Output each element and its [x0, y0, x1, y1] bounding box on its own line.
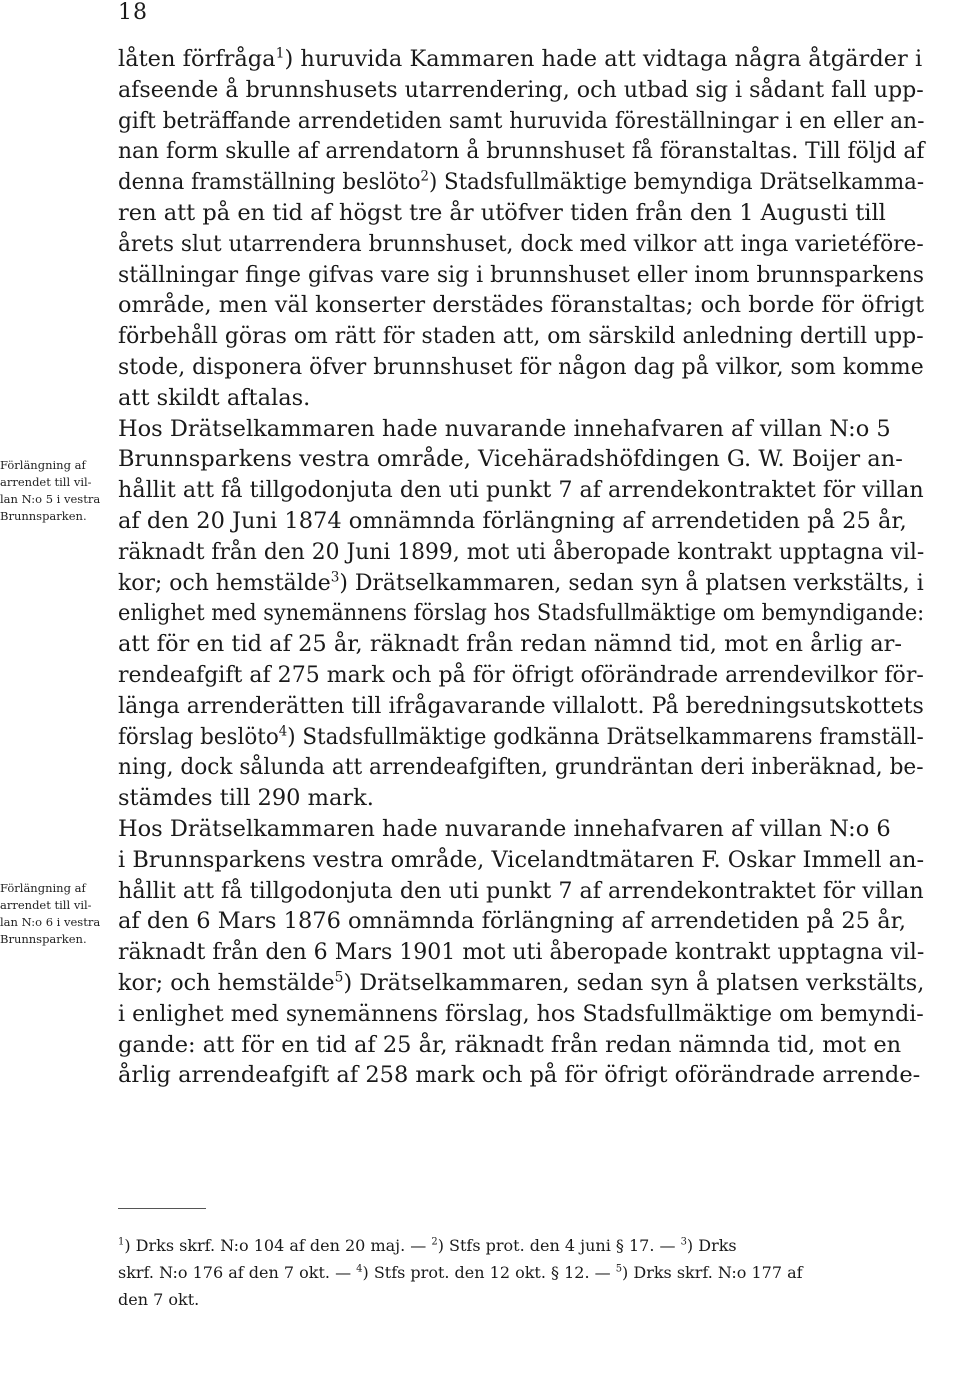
body-line-text: Hos Drätselkammaren hade nuvarande innehafvaren af villan N:o 6 — [118, 816, 891, 842]
body-line — [118, 321, 924, 351]
body-line-text: i enlighet med synemännens förslag, hos Stadsfullmäktige om bemyndi- — [118, 1000, 924, 1027]
footnote-number: 4 — [356, 1263, 363, 1275]
body-line — [118, 506, 907, 536]
body-line-text: Hos Drätselkammaren hade nuvarande innehafvaren af villan N:o 5 — [118, 415, 891, 442]
body-line — [118, 629, 902, 659]
margin-note-line: Brunnsparken. — [0, 509, 87, 523]
footnote-line — [118, 1289, 199, 1311]
body-line-text: af den 20 Juni 1874 omnämnda förlängning af arrendetiden på 25 år, — [118, 508, 907, 534]
body-line — [118, 290, 924, 320]
body-line — [118, 968, 924, 998]
page-number: 18 — [118, 0, 148, 25]
margin-note-line: Förlängning af — [0, 458, 86, 472]
body-line — [118, 383, 310, 413]
body-line-text: område, men väl konserter derstädes föranstaltas; och borde för öfrigt — [118, 292, 925, 319]
body-line-text: Brunnsparkens vestra område, Vicehäradshöfdingen G. W. Boijer an- — [118, 446, 903, 473]
body-line — [118, 229, 924, 259]
body-line — [118, 260, 924, 290]
body-line — [118, 198, 886, 228]
footnote-line — [118, 1235, 737, 1257]
body-line-text: räknadt från den 6 Mars 1901 mot uti åberopade kontrakt upptagna vil- — [118, 939, 925, 966]
body-line — [118, 136, 924, 166]
body-line — [118, 44, 922, 74]
body-line-text: ) Drätselkammaren, sedan syn å platsen verkstälts, — [343, 970, 925, 996]
body-line — [118, 352, 924, 382]
body-line — [118, 414, 891, 444]
body-line-text: gift beträffande arrendetiden samt huruvida föreställningar i en eller an- — [118, 107, 925, 134]
body-line-text: kor; och hemstälde — [118, 569, 331, 596]
body-line-text: denna framställning beslöto — [118, 169, 421, 196]
body-line-text: kor; och hemstälde — [118, 970, 335, 996]
margin-note-line: Förlängning af — [0, 881, 86, 895]
margin-note-line: lan N:o 6 i vestra — [0, 915, 101, 929]
body-line — [118, 722, 924, 752]
body-line-text: att skildt aftalas. — [118, 384, 311, 411]
footnote-line — [118, 1262, 803, 1284]
body-line — [118, 906, 906, 936]
body-line-text: ) Stadsfullmäktige godkänna Drätselkammarens framställ- — [287, 723, 924, 750]
body-line-text: enlighet med synemännens förslag hos Stadsfullmäktige om bemyndigande: — [118, 600, 925, 627]
footnote-text: skrf. N:o 176 af den 7 okt. — — [118, 1263, 357, 1282]
body-line-text: nan form skulle af arrendatorn å brunnshuset få föranstaltas. Till följd af — [118, 138, 925, 165]
body-line-text: ren att på en tid af högst tre år utöfver tiden från den 1 Augusti till — [118, 200, 886, 226]
body-line — [118, 568, 924, 598]
body-line — [118, 537, 924, 567]
body-line — [118, 1030, 901, 1060]
body-line — [118, 876, 924, 906]
body-line — [118, 598, 924, 628]
footnote-text: ) Drks skrf. N:o 177 af — [622, 1263, 803, 1282]
footnote-text: ) Drks skrf. N:o 104 af den 20 maj. — — [124, 1236, 432, 1255]
body-line — [118, 937, 924, 967]
body-line-text: förslag beslöto — [118, 723, 279, 750]
body-line-text: ning, dock sålunda att arrendeafgiften, grundräntan deri inberäknad, be- — [118, 754, 924, 781]
body-line-text: afseende å brunnshusets utarrendering, och utbad sig i sådant fall upp- — [118, 76, 924, 103]
body-line-text: stode, disponera öfver brunnshuset för någon dag på vilkor, som komme — [118, 354, 924, 380]
body-line — [118, 106, 924, 136]
body-line-text: räknadt från den 20 Juni 1899, mot uti åberopade kontrakt upptagna vil- — [118, 538, 925, 565]
footnote-text: ) Drks — [686, 1236, 737, 1255]
footnote-marker: 5 — [334, 969, 344, 986]
body-line — [118, 752, 924, 782]
footnote-number: 1 — [118, 1236, 125, 1248]
footnote-marker: 3 — [330, 569, 340, 586]
body-line-text: stämdes till 290 mark. — [118, 785, 374, 812]
body-line — [118, 1060, 920, 1090]
body-line-text: ställningar finge gifvas vare sig i brunnshuset eller inom brunnsparkens — [118, 261, 925, 288]
body-line-text: årets slut utarrendera brunnshuset, dock med vilkor att inga varietéföre- — [118, 230, 924, 257]
footnote-number: 2 — [431, 1236, 438, 1248]
body-line — [118, 444, 903, 474]
body-line-text: rendeafgift af 275 mark och på för öfrigt oförändrade arrendevilkor för- — [118, 662, 924, 688]
margin-note-line: arrendet till vil- — [0, 475, 92, 489]
body-line — [118, 814, 891, 844]
body-line-text: hållit att få tillgodonjuta den uti punkt 7 af arrendekontraktet för villan — [118, 477, 924, 504]
footnote-number: 5 — [615, 1263, 623, 1275]
body-line — [118, 167, 924, 197]
body-line — [118, 845, 924, 875]
body-line-text: af den 6 Mars 1876 omnämnda förlängning af arrendetiden på 25 år, — [118, 908, 907, 935]
margin-note-line: lan N:o 5 i vestra — [0, 492, 101, 506]
footnote-text: den 7 okt. — [118, 1290, 200, 1309]
body-line — [118, 475, 924, 505]
margin-note-villa-5 — [0, 457, 100, 525]
body-line-text: hållit att få tillgodonjuta den uti punkt 7 af arrendekontraktet för villan — [118, 877, 924, 904]
margin-note-villa-6 — [0, 880, 100, 948]
margin-note-line: Brunnsparken. — [0, 932, 87, 946]
body-line — [118, 691, 924, 721]
footnote-marker: 1 — [275, 45, 285, 62]
margin-note-line: arrendet till vil- — [0, 898, 92, 912]
body-line — [118, 783, 374, 813]
body-line — [118, 999, 924, 1029]
body-line-text: ) Stadsfullmäktige bemyndiga Drätselkamma- — [428, 169, 925, 196]
body-line-text: länga arrenderätten till ifrågavarande villalott. På beredningsutskottets — [118, 692, 924, 719]
footnote-separator — [118, 1208, 206, 1209]
body-line — [118, 75, 924, 105]
body-line-text: årlig arrendeafgift af 258 mark och på för öfrigt oförändrade arrende- — [118, 1062, 921, 1089]
body-line-text: ) huruvida Kammaren hade att vidtaga några åtgärder i — [284, 46, 923, 72]
footnote-marker: 4 — [278, 723, 288, 740]
footnote-text: ) Stfs prot. den 12 okt. § 12. — — [362, 1263, 616, 1282]
footnote-text: ) Stfs prot. den 4 juni § 17. — — [437, 1236, 681, 1255]
body-line — [118, 660, 924, 690]
body-line-text: ) Drätselkammaren, sedan syn å platsen verkstälts, i — [339, 569, 924, 596]
body-line-text: att för en tid af 25 år, räknadt från redan nämnd tid, mot en årlig ar- — [118, 631, 902, 658]
body-line-text: förbehåll göras om rätt för staden att, om särskild anledning dertill upp- — [118, 323, 924, 350]
footnote-number: 3 — [680, 1236, 687, 1248]
body-line-text: låten förfråga — [118, 46, 276, 72]
footnote-marker: 2 — [420, 168, 429, 185]
body-line-text: i Brunnsparkens vestra område, Vicelandtmätaren F. Oskar Immell an- — [118, 846, 925, 873]
body-line-text: gande: att för en tid af 25 år, räknadt från redan nämnda tid, mot en — [118, 1031, 902, 1058]
